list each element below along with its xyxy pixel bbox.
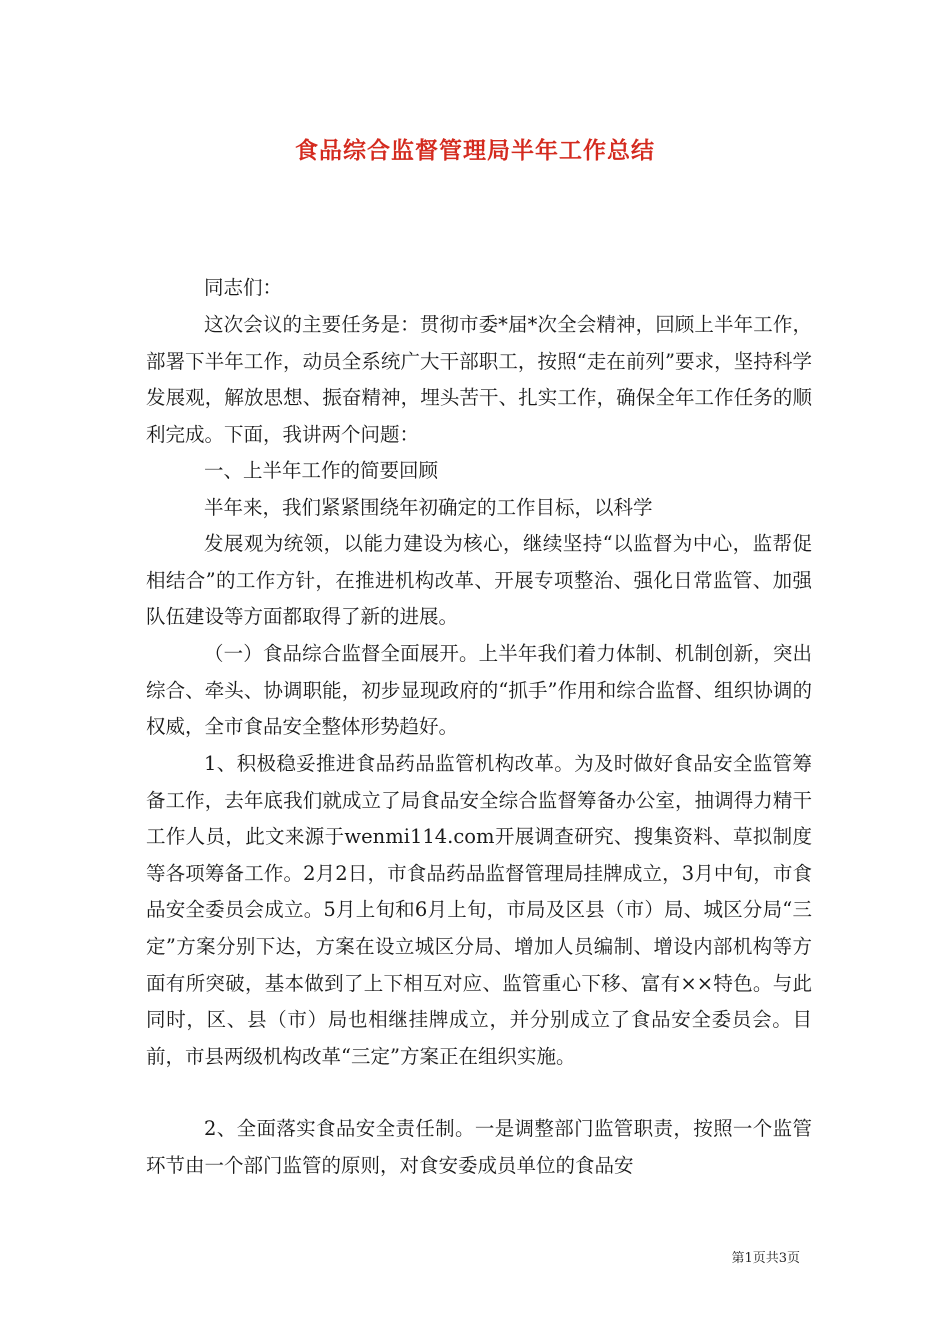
paragraph-salutation: 同志们： — [204, 276, 283, 299]
paragraph-subsection-one: （一）食品综合监督全面展开。上半年我们着力体制、机制创新，突出综合、牵头、协调职能，初步显现政府的“抓手”作用和综合监督、组织协调的权威，全市食品安全整体形势趋好。 — [146, 642, 812, 739]
paragraph-item-two: 2、全面落实食品安全责任制。一是调整部门监管职责，按照一个监管环节由一个部门监管的原则，对食安委成员单位的食品安 — [146, 1117, 812, 1177]
page-number: 第1页共3页 — [731, 1251, 800, 1266]
heading-section-one: 一、上半年工作的简要回顾 — [204, 459, 439, 482]
document-title: 食品综合监督管理局半年工作总结 — [295, 137, 655, 164]
paragraph-half-year: 半年来，我们紧紧围绕年初确定的工作目标，以科学 — [204, 496, 653, 519]
paragraph-item-one: 1、积极稳妥推进食品药品监管机构改革。为及时做好食品安全监管筹备工作，去年底我们就成立了局食品安全综合监督筹备办公室，抽调得力精干工作人员，此文来源于wenmi114.com开展调查研究、搜集资料、草拟制度等各项筹备工作。2月2日，市食品药品监督管理局挂牌成立，3月中旬，市食品安全委员会成立。5月上旬和6月上旬，市局及区县（市）局、城区分局“三定”方案分别下达，方案在设立城区分局、增加人员编制、增设内部机构等方面有所突破，基本做到了上下相互对应、监管重心下移、富有××特色。与此同时，区、县（市）局也相继挂牌成立，并分别成立了食品安全委员会。目前，市县两级机构改革“三定”方案正在组织实施。 — [146, 752, 812, 1068]
paragraph-intro: 这次会议的主要任务是：贯彻市委*届*次全会精神，回顾上半年工作，部署下半年工作，动员全系统广大干部职工，按照“走在前列”要求，坚持科学发展观，解放思想、振奋精神，埋头苦干、扎实工作，确保全年工作任务的顺利完成。下面，我讲两个问题： — [146, 313, 812, 446]
paragraph-development: 发展观为统领，以能力建设为核心，继续坚持“以监督为中心，监帮促相结合”的工作方针，在推进机构改革、开展专项整治、强化日常监管、加强队伍建设等方面都取得了新的进展。 — [146, 532, 812, 629]
